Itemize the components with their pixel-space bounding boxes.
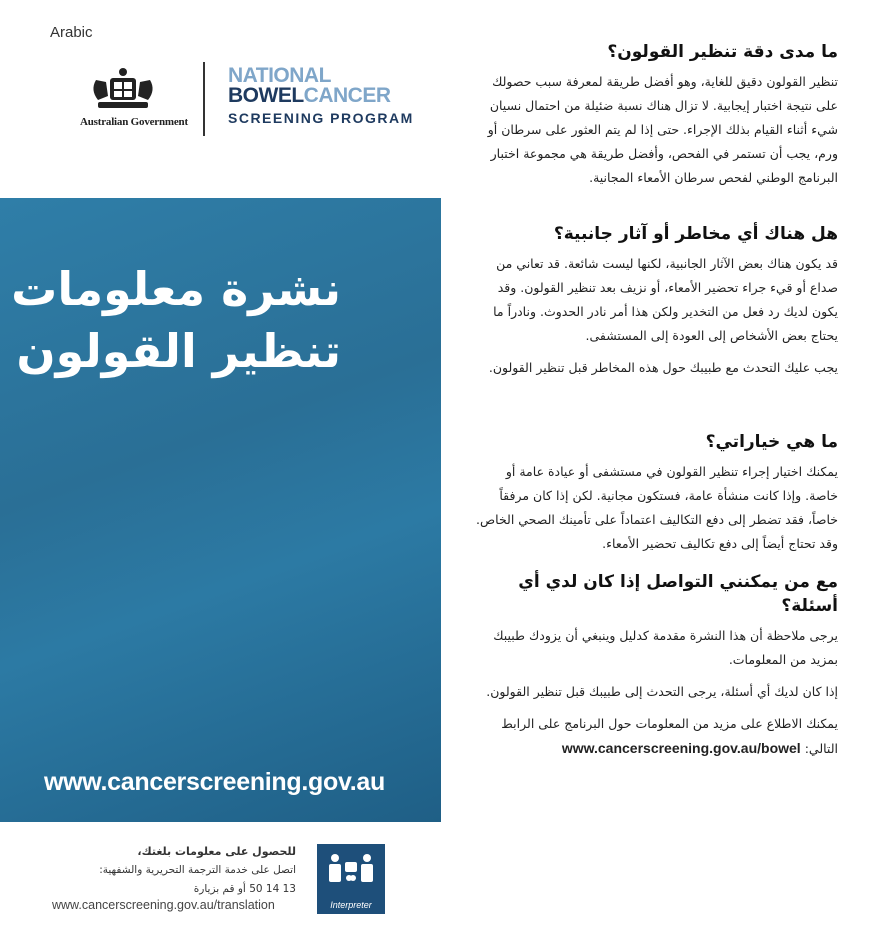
cover-title-line1: نشرة معلومات: [11, 262, 341, 316]
section-accuracy: [470, 40, 838, 198]
program-logo-line2: [228, 86, 414, 106]
cover-title: [1, 258, 341, 382]
section-options: [470, 430, 838, 564]
interpreter-icon: [323, 852, 379, 896]
government-logo-text: Australian Government: [80, 116, 188, 128]
section-paragraph: إذا كان لديك أي أسئلة، يرجى التحدث إلى طبيبك قبل تنظير القولون.: [486, 684, 838, 699]
translation-line2: 13 14 50 أو قم بزيارة: [193, 883, 296, 895]
interpreter-symbol: [317, 844, 385, 914]
program-logo-cancer: CANCER: [303, 84, 391, 107]
translation-url[interactable]: www.cancerscreening.gov.au/translation: [52, 898, 275, 912]
logo-divider: [203, 62, 205, 136]
program-logo-line1: NATIONAL: [228, 64, 331, 87]
section-paragraph: يمكنك اختيار إجراء تنظير القولون في مستشفى أو عيادة عامة أو خاصة. وإذا كانت منشأة عامة، فستكون مجانية. لكن إذا كان مرفقاً خاصاً، فقد تضطر إلى دفع التكاليف اعتماداً على تأمينك الصحي الخاص. وقد تحتاج أيضاً إلى دفع تكاليف تحضير الأمعاء.: [476, 464, 838, 551]
section-paragraph: يجب عليك التحدث مع طبيبك حول هذه المخاطر قبل تنظير القولون.: [488, 360, 838, 375]
section-paragraph: تنظير القولون دقيق للغاية، وهو أفضل طريقة لمعرفة سبب حصولك على نتيجة اختبار إيجابية. لا تزال هناك نسبة ضئيلة من احتمال نسيان شيء أثناء القيام بذلك الإجراء. حتى إذا لم يتم العثور على سرطان أو ورم، يجب أن تستمر في الفحص، وأفضل طريقة هي مجموعة اختبار البرنامج الوطني لفحص سرطان الأمعاء المجانية.: [487, 74, 838, 185]
cover-url[interactable]: www.cancerscreening.gov.au: [44, 768, 385, 796]
section-paragraph: قد يكون هناك بعض الآثار الجانبية، لكنها ليست شائعة. قد تعاني من صداع أو قيء جراء تحضير الأمعاء، أو نزيف بعد تنظير القولون. وقد يكون لديك رد فعل من التخدير ولكن هذا أمر نادر الحدوث. ونادراً ما يحتاج بعض الأشخاص إلى العودة إلى المستشفى.: [493, 256, 838, 343]
translation-info: [36, 842, 296, 899]
translation-line1: اتصل على خدمة الترجمة التحريرية والشفهية:: [99, 864, 296, 876]
cover-panel: [0, 198, 441, 822]
link-intro: يمكنك الاطلاع على مزيد من المعلومات حول البرنامج على الرابط التالي:: [501, 716, 838, 756]
program-logo-bowel: BOWEL: [228, 84, 304, 107]
cover-title-line2: تنظير القولون: [16, 324, 341, 378]
australian-government-logo: [80, 66, 188, 136]
interpreter-label: Interpreter: [330, 900, 372, 910]
section-heading: هل هناك أي مخاطر أو آثار جانبية؟: [553, 224, 838, 244]
translation-title: للحصول على معلومات بلغتك،: [137, 845, 296, 858]
section-paragraph: [470, 712, 838, 761]
section-paragraph: يرجى ملاحظة أن هذا النشرة مقدمة كدليل وينبغي أن يزودك طبيبك بمزيد من المعلومات.: [493, 628, 838, 667]
section-contact: [470, 570, 838, 769]
section-heading: ما هي خياراتي؟: [705, 432, 838, 452]
section-heading: مع من يمكنني التواصل إذا كان لدي أي أسئلة؟: [518, 572, 838, 616]
language-label: Arabic: [50, 24, 93, 41]
section-risks: [470, 222, 838, 388]
coat-of-arms-icon: [88, 66, 158, 112]
section-heading: ما مدى دقة تنظير القولون؟: [607, 42, 838, 62]
program-logo: [228, 66, 414, 126]
bowel-link[interactable]: www.cancerscreening.gov.au/bowel: [561, 740, 801, 756]
program-logo-line3: SCREENING PROGRAM: [228, 110, 414, 126]
